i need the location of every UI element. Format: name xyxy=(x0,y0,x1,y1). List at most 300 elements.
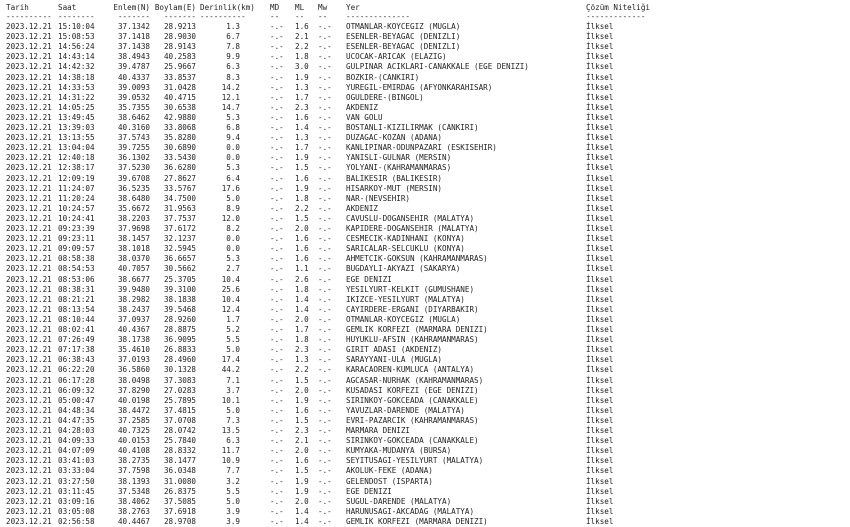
tarih-cell: 2023.12.21 xyxy=(6,264,52,274)
md-cell: -.- xyxy=(270,82,284,92)
cozum-cell: İlksel xyxy=(586,325,614,334)
yer-cell: SIRINKOY-GOKCEADA (CANAKKALE) xyxy=(346,436,479,446)
boylam-cell: 36.9095 xyxy=(163,335,196,345)
tarih-cell: 2023.12.21 xyxy=(6,254,52,264)
boylam-cell: 28.9143 xyxy=(163,42,196,52)
enlem-cell: 39.7255 xyxy=(117,143,150,153)
mw-cell: -.- xyxy=(318,254,332,264)
sep-tarih: ---------- xyxy=(6,12,52,21)
md-cell: -.- xyxy=(270,375,284,385)
ml-cell: 2.2 xyxy=(295,42,309,52)
derinlik-cell: 6.7 xyxy=(226,32,240,42)
ml-cell: 2.6 xyxy=(295,274,309,284)
derinlik-cell: 9.4 xyxy=(226,133,240,143)
derinlik-cell: 6.4 xyxy=(226,173,240,183)
header-mw: Mw xyxy=(318,3,328,12)
saat-cell: 08:38:31 xyxy=(58,284,95,294)
derinlik-cell: 13.5 xyxy=(221,426,240,435)
derinlik-cell: 5.0 xyxy=(226,496,240,506)
enlem-cell: 40.0198 xyxy=(117,395,150,405)
header-enlem: Enlem(N) xyxy=(113,3,150,12)
derinlik-cell: 6.8 xyxy=(226,123,240,132)
ml-cell: 1.6 xyxy=(295,22,309,31)
boylam-cell: 36.0348 xyxy=(163,466,196,476)
yer-cell: CAYIRDERE-ERGANI (DIYARBAKIR) xyxy=(346,304,479,314)
yer-cell: NAR-(NEVSEHIR) xyxy=(346,193,411,203)
boylam-cell: 30.5662 xyxy=(163,264,196,274)
ml-cell: 1.4 xyxy=(295,123,309,132)
saat-cell: 09:23:39 xyxy=(58,224,95,233)
boylam-cell: 30.6538 xyxy=(163,102,196,112)
mw-cell: -.- xyxy=(318,112,332,122)
yer-cell: HISARKOY-MUT (MERSIN) xyxy=(346,183,443,193)
mw-cell: -.- xyxy=(318,335,332,345)
tarih-cell: 2023.12.21 xyxy=(6,335,52,345)
enlem-cell: 38.4062 xyxy=(117,496,150,506)
derinlik-cell: 0.0 xyxy=(226,143,240,153)
cozum-cell: İlksel xyxy=(586,102,614,112)
boylam-cell: 32.5945 xyxy=(163,244,196,254)
tarih-cell: 2023.12.21 xyxy=(6,365,52,375)
enlem-cell: 38.2982 xyxy=(117,294,150,304)
ml-cell: 1.6 xyxy=(295,254,309,264)
cozum-cell: İlksel xyxy=(586,153,614,163)
yer-cell: SUGUL-DARENDE (MALATYA) xyxy=(346,496,452,506)
derinlik-cell: 5.3 xyxy=(226,254,240,264)
tarih-cell: 2023.12.21 xyxy=(6,224,52,233)
md-cell: -.- xyxy=(270,244,284,254)
md-cell: -.- xyxy=(270,426,284,435)
md-cell: -.- xyxy=(270,254,284,264)
boylam-cell: 30.1328 xyxy=(163,365,196,375)
saat-cell: 13:49:45 xyxy=(58,112,95,122)
cozum-cell: İlksel xyxy=(586,304,614,314)
cozum-cell: İlksel xyxy=(586,375,614,385)
md-cell: -.- xyxy=(270,284,284,294)
boylam-cell: 37.7537 xyxy=(163,213,196,223)
tarih-cell: 2023.12.21 xyxy=(6,314,52,324)
yer-cell: EVRI-PAZARCIK (KAHRAMANMARAS) xyxy=(346,415,479,425)
saat-cell: 03:41:03 xyxy=(58,456,95,466)
md-cell: -.- xyxy=(270,193,284,203)
md-cell: -.- xyxy=(270,32,284,42)
md-cell: -.- xyxy=(270,314,284,324)
derinlik-cell: 3.9 xyxy=(226,506,240,516)
tarih-cell: 2023.12.21 xyxy=(6,385,52,395)
md-cell: -.- xyxy=(270,133,284,143)
boylam-cell: 25.3705 xyxy=(163,274,196,284)
header-tarih: Tarih xyxy=(6,3,29,12)
mw-cell: -.- xyxy=(318,32,332,42)
yer-cell: KARACAOREN-KUMLUCA (ANTALYA) xyxy=(346,365,475,375)
cozum-cell: İlksel xyxy=(586,436,614,446)
derinlik-cell: 2.7 xyxy=(226,264,240,274)
boylam-cell: 27.0283 xyxy=(163,385,196,395)
md-cell: -.- xyxy=(270,436,284,446)
sep-saat: -------- xyxy=(58,12,95,21)
yer-cell: SIRINKOY-GOKCEADA (CANAKKALE) xyxy=(346,395,479,405)
enlem-cell: 39.9480 xyxy=(117,284,150,294)
yer-cell: GEMLIK KORFEZI (MARMARA DENIZI) xyxy=(346,325,488,334)
md-cell: -.- xyxy=(270,203,284,213)
mw-cell: -.- xyxy=(318,203,332,213)
ml-cell: 1.6 xyxy=(295,234,309,244)
enlem-cell: 38.1738 xyxy=(117,335,150,345)
enlem-cell: 38.6480 xyxy=(117,193,150,203)
saat-cell: 10:24:57 xyxy=(58,203,95,213)
enlem-cell: 40.7325 xyxy=(117,426,150,435)
yer-cell: SARICALAR-SELCUKLU (KONYA) xyxy=(346,244,465,254)
enlem-cell: 38.4943 xyxy=(117,52,150,62)
ml-cell: 2.1 xyxy=(295,436,309,446)
ml-cell: 1.5 xyxy=(295,375,309,385)
tarih-cell: 2023.12.21 xyxy=(6,506,52,516)
yer-cell: HARUNUSAGI-AKCADAG (MALATYA) xyxy=(346,506,475,516)
boylam-cell: 28.9260 xyxy=(163,314,196,324)
boylam-cell: 39.3100 xyxy=(163,284,196,294)
tarih-cell: 2023.12.21 xyxy=(6,193,52,203)
ml-cell: 1.3 xyxy=(295,355,309,365)
yer-cell: BOSTANLI-KIZILIRMAK (CANKIRI) xyxy=(346,123,479,132)
mw-cell: -.- xyxy=(318,466,332,476)
enlem-cell: 35.4610 xyxy=(117,345,150,355)
yer-cell: AGCASAR-NURHAK (KAHRAMANMARAS) xyxy=(346,375,484,385)
sep-derinlik: ---------- xyxy=(200,12,246,21)
tarih-cell: 2023.12.21 xyxy=(6,102,52,112)
boylam-cell: 37.5085 xyxy=(163,496,196,506)
tarih-cell: 2023.12.21 xyxy=(6,436,52,446)
tarih-cell: 2023.12.21 xyxy=(6,123,52,132)
enlem-cell: 36.5860 xyxy=(117,365,150,375)
yer-cell: GULPINAR ACIKLARI-CANAKKALE (EGE DENIZI) xyxy=(346,62,529,72)
mw-cell: -.- xyxy=(318,446,332,456)
boylam-cell: 28.8332 xyxy=(163,446,196,456)
cozum-cell: İlksel xyxy=(586,294,614,304)
tarih-cell: 2023.12.21 xyxy=(6,133,52,143)
tarih-cell: 2023.12.21 xyxy=(6,52,52,62)
tarih-cell: 2023.12.21 xyxy=(6,153,52,163)
enlem-cell: 37.1342 xyxy=(117,22,150,31)
derinlik-cell: 14.7 xyxy=(221,102,240,112)
yer-cell: EGE DENIZI xyxy=(346,274,392,284)
enlem-cell: 39.4787 xyxy=(117,62,150,72)
mw-cell: -.- xyxy=(318,355,332,365)
cozum-cell: İlksel xyxy=(586,446,614,456)
cozum-cell: İlksel xyxy=(586,82,614,92)
md-cell: -.- xyxy=(270,213,284,223)
derinlik-cell: 17.4 xyxy=(221,355,240,365)
boylam-cell: 28.9030 xyxy=(163,32,196,42)
boylam-cell: 37.4815 xyxy=(163,405,196,415)
mw-cell: -.- xyxy=(318,345,332,355)
enlem-cell: 38.6462 xyxy=(117,112,150,122)
cozum-cell: İlksel xyxy=(586,486,614,496)
cozum-cell: İlksel xyxy=(586,466,614,476)
ml-cell: 3.0 xyxy=(295,62,309,72)
derinlik-cell: 12.1 xyxy=(221,92,240,102)
enlem-cell: 37.0937 xyxy=(117,314,150,324)
derinlik-cell: 5.3 xyxy=(226,112,240,122)
enlem-cell: 37.0193 xyxy=(117,355,150,365)
tarih-cell: 2023.12.21 xyxy=(6,274,52,284)
md-cell: -.- xyxy=(270,466,284,476)
yer-cell: VAN GOLU xyxy=(346,112,383,122)
yer-cell: KUMYAKA-MUDANYA (BURSA) xyxy=(346,446,452,456)
saat-cell: 04:09:33 xyxy=(58,436,95,446)
md-cell: -.- xyxy=(270,355,284,365)
saat-cell: 04:28:03 xyxy=(58,426,95,435)
boylam-cell: 37.3083 xyxy=(163,375,196,385)
mw-cell: -.- xyxy=(318,183,332,193)
mw-cell: -.- xyxy=(318,496,332,506)
sep-cozum: ------------- xyxy=(586,12,646,21)
yer-cell: YAVUZLAR-DARENDE (MALATYA) xyxy=(346,405,465,415)
tarih-cell: 2023.12.21 xyxy=(6,476,52,486)
yer-cell: KAPIDERE-DOGANSEHIR (MALATYA) xyxy=(346,224,479,233)
yer-cell: GEMLIK KORFEZI (MARMARA DENIZI) xyxy=(346,516,488,526)
saat-cell: 06:22:20 xyxy=(58,365,95,375)
mw-cell: -.- xyxy=(318,395,332,405)
ml-cell: 1.4 xyxy=(295,516,309,526)
ml-cell: 2.0 xyxy=(295,446,309,456)
enlem-cell: 40.0153 xyxy=(117,436,150,446)
enlem-cell: 37.9698 xyxy=(117,224,150,233)
cozum-cell: İlksel xyxy=(586,426,614,435)
saat-cell: 12:09:19 xyxy=(58,173,95,183)
ml-cell: 1.5 xyxy=(295,213,309,223)
cozum-cell: İlksel xyxy=(586,456,614,466)
enlem-cell: 38.0498 xyxy=(117,375,150,385)
md-cell: -.- xyxy=(270,476,284,486)
mw-cell: -.- xyxy=(318,52,332,62)
derinlik-cell: 10.4 xyxy=(221,294,240,304)
yer-cell: CAVUSLU-DOGANSEHIR (MALATYA) xyxy=(346,213,475,223)
cozum-cell: İlksel xyxy=(586,254,614,264)
derinlik-cell: 0.0 xyxy=(226,244,240,254)
enlem-cell: 38.6677 xyxy=(117,274,150,284)
derinlik-cell: 10.4 xyxy=(221,274,240,284)
enlem-cell: 39.0093 xyxy=(117,82,150,92)
tarih-cell: 2023.12.21 xyxy=(6,456,52,466)
tarih-cell: 2023.12.21 xyxy=(6,42,52,52)
md-cell: -.- xyxy=(270,102,284,112)
ml-cell: 1.9 xyxy=(295,183,309,193)
tarih-cell: 2023.12.21 xyxy=(6,244,52,254)
mw-cell: -.- xyxy=(318,506,332,516)
sep-yer: -------------- xyxy=(346,12,411,21)
mw-cell: -.- xyxy=(318,415,332,425)
mw-cell: -.- xyxy=(318,173,332,183)
derinlik-cell: 17.6 xyxy=(221,183,240,193)
enlem-cell: 38.2735 xyxy=(117,456,150,466)
tarih-cell: 2023.12.21 xyxy=(6,163,52,173)
tarih-cell: 2023.12.21 xyxy=(6,32,52,42)
derinlik-cell: 8.9 xyxy=(226,203,240,213)
derinlik-cell: 25.6 xyxy=(221,284,240,294)
md-cell: -.- xyxy=(270,274,284,284)
mw-cell: -.- xyxy=(318,456,332,466)
ml-cell: 2.0 xyxy=(295,314,309,324)
tarih-cell: 2023.12.21 xyxy=(6,466,52,476)
derinlik-cell: 7.1 xyxy=(226,375,240,385)
derinlik-cell: 7.3 xyxy=(226,415,240,425)
ml-cell: 1.7 xyxy=(295,92,309,102)
enlem-cell: 37.2585 xyxy=(117,415,150,425)
cozum-cell: İlksel xyxy=(586,395,614,405)
saat-cell: 14:43:14 xyxy=(58,52,95,62)
saat-cell: 04:07:09 xyxy=(58,446,95,456)
cozum-cell: İlksel xyxy=(586,52,614,62)
enlem-cell: 37.5743 xyxy=(117,133,150,143)
cozum-cell: İlksel xyxy=(586,385,614,395)
ml-cell: 1.3 xyxy=(295,133,309,143)
cozum-cell: İlksel xyxy=(586,92,614,102)
ml-cell: 1.9 xyxy=(295,153,309,163)
mw-cell: -.- xyxy=(318,22,332,31)
boylam-cell: 42.9880 xyxy=(163,112,196,122)
md-cell: -.- xyxy=(270,325,284,334)
derinlik-cell: 5.0 xyxy=(226,193,240,203)
mw-cell: -.- xyxy=(318,436,332,446)
ml-cell: 1.4 xyxy=(295,506,309,516)
derinlik-cell: 7.7 xyxy=(226,466,240,476)
yer-cell: ESENLER-BEYAGAC (DENIZLI) xyxy=(346,32,461,42)
md-cell: -.- xyxy=(270,183,284,193)
enlem-cell: 38.2203 xyxy=(117,213,150,223)
separator-row xyxy=(0,12,646,22)
saat-cell: 04:47:35 xyxy=(58,415,95,425)
sep-md: -- xyxy=(270,12,280,21)
tarih-cell: 2023.12.21 xyxy=(6,62,52,72)
boylam-cell: 33.8537 xyxy=(163,72,196,82)
ml-cell: 1.1 xyxy=(295,264,309,274)
tarih-cell: 2023.12.21 xyxy=(6,22,52,31)
saat-cell: 06:17:28 xyxy=(58,375,95,385)
boylam-cell: 28.9708 xyxy=(163,516,196,526)
boylam-cell: 26.8833 xyxy=(163,345,196,355)
mw-cell: -.- xyxy=(318,294,332,304)
cozum-cell: İlksel xyxy=(586,405,614,415)
boylam-cell: 39.5468 xyxy=(163,304,196,314)
cozum-cell: İlksel xyxy=(586,415,614,425)
ml-cell: 1.5 xyxy=(295,466,309,476)
saat-cell: 14:05:25 xyxy=(58,102,95,112)
boylam-cell: 25.9667 xyxy=(163,62,196,72)
ml-cell: 1.8 xyxy=(295,335,309,345)
saat-cell: 14:38:18 xyxy=(58,72,95,82)
derinlik-cell: 1.7 xyxy=(226,314,240,324)
cozum-cell: İlksel xyxy=(586,345,614,355)
md-cell: -.- xyxy=(270,345,284,355)
derinlik-cell: 3.9 xyxy=(226,516,240,526)
ml-cell: 1.8 xyxy=(295,52,309,62)
enlem-cell: 39.0532 xyxy=(117,92,150,102)
saat-cell: 02:56:58 xyxy=(58,516,95,526)
saat-cell: 13:04:04 xyxy=(58,143,95,153)
boylam-cell: 25.7895 xyxy=(163,395,196,405)
boylam-cell: 36.6657 xyxy=(163,254,196,264)
saat-cell: 11:24:07 xyxy=(58,183,95,193)
ml-cell: 1.8 xyxy=(295,284,309,294)
sep-enlem: ------- xyxy=(117,12,150,21)
md-cell: -.- xyxy=(270,52,284,62)
yer-cell: OTMANLAR-KOYCEGIZ (MUGLA) xyxy=(346,314,461,324)
saat-cell: 08:02:41 xyxy=(58,325,95,334)
yer-cell: IKIZCE-YESILYURT (MALATYA) xyxy=(346,294,465,304)
yer-cell: OGULDERE-(BINGOL) xyxy=(346,92,424,102)
tarih-cell: 2023.12.21 xyxy=(6,325,52,334)
mw-cell: -.- xyxy=(318,375,332,385)
tarih-cell: 2023.12.21 xyxy=(6,516,52,526)
boylam-cell: 40.4715 xyxy=(163,92,196,102)
ml-cell: 1.6 xyxy=(295,244,309,254)
tarih-cell: 2023.12.21 xyxy=(6,92,52,102)
sep-mw: -- xyxy=(318,12,328,21)
md-cell: -.- xyxy=(270,173,284,183)
saat-cell: 07:26:49 xyxy=(58,335,95,345)
cozum-cell: İlksel xyxy=(586,284,614,294)
yer-cell: ESENLER-BEYAGAC (DENIZLI) xyxy=(346,42,461,52)
md-cell: -.- xyxy=(270,153,284,163)
mw-cell: -.- xyxy=(318,102,332,112)
ml-cell: 1.6 xyxy=(295,112,309,122)
header-saat: Saat xyxy=(58,3,77,12)
md-cell: -.- xyxy=(270,516,284,526)
yer-cell: UCOCAK-ARICAK (ELAZIG) xyxy=(346,52,447,62)
derinlik-cell: 5.0 xyxy=(226,405,240,415)
saat-cell: 03:27:50 xyxy=(58,476,95,486)
tarih-cell: 2023.12.21 xyxy=(6,415,52,425)
cozum-cell: İlksel xyxy=(586,112,614,122)
boylam-cell: 32.1237 xyxy=(163,234,196,244)
enlem-cell: 37.1418 xyxy=(117,32,150,42)
yer-cell: BALIKESIR (BALIKESIR) xyxy=(346,173,443,183)
md-cell: -.- xyxy=(270,224,284,233)
enlem-cell: 37.5230 xyxy=(117,163,150,173)
mw-cell: -.- xyxy=(318,133,332,143)
mw-cell: -.- xyxy=(318,476,332,486)
saat-cell: 10:24:41 xyxy=(58,213,95,223)
cozum-cell: İlksel xyxy=(586,335,614,345)
mw-cell: -.- xyxy=(318,123,332,132)
tarih-cell: 2023.12.21 xyxy=(6,72,52,82)
ml-cell: 2.0 xyxy=(295,496,309,506)
md-cell: -.- xyxy=(270,163,284,173)
yer-cell: YUREGIL-EMIRDAG (AFYONKARAHISAR) xyxy=(346,82,493,92)
tarih-cell: 2023.12.21 xyxy=(6,183,52,193)
enlem-cell: 37.7598 xyxy=(117,466,150,476)
cozum-cell: İlksel xyxy=(586,314,614,324)
boylam-cell: 36.6280 xyxy=(163,163,196,173)
ml-cell: 1.6 xyxy=(295,456,309,466)
tarih-cell: 2023.12.21 xyxy=(6,173,52,183)
saat-cell: 08:54:53 xyxy=(58,264,95,274)
saat-cell: 08:58:38 xyxy=(58,254,95,264)
tarih-cell: 2023.12.21 xyxy=(6,375,52,385)
boylam-cell: 34.7500 xyxy=(163,193,196,203)
ml-cell: 2.3 xyxy=(295,102,309,112)
yer-cell: HUYUKLU-AFSIN (KAHRAMANMARAS) xyxy=(346,335,479,345)
header-cozum: Çözüm Niteliği xyxy=(586,3,651,12)
enlem-cell: 38.2763 xyxy=(117,506,150,516)
cozum-cell: İlksel xyxy=(586,496,614,506)
ml-cell: 1.7 xyxy=(295,143,309,153)
boylam-cell: 31.0428 xyxy=(163,82,196,92)
tarih-cell: 2023.12.21 xyxy=(6,486,52,496)
derinlik-cell: 5.3 xyxy=(226,163,240,173)
cozum-cell: İlksel xyxy=(586,163,614,173)
ml-cell: 1.6 xyxy=(295,173,309,183)
